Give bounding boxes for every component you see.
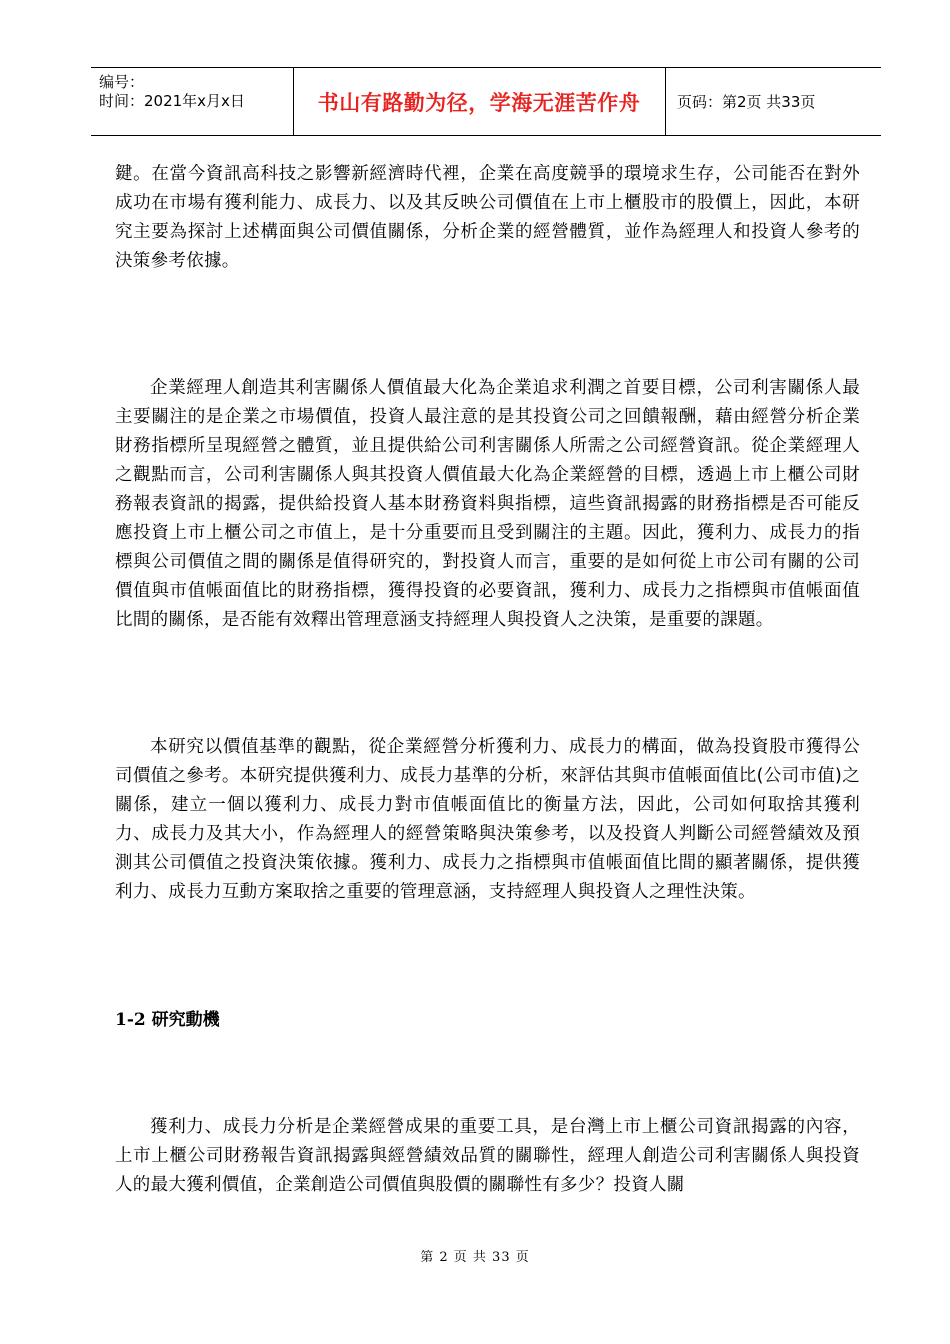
header-page-label: 页码：第2页 共33页 — [677, 93, 816, 111]
section-heading: 1-2 研究動機 — [115, 1010, 220, 1030]
header-divider-right — [665, 68, 666, 135]
number-label: 编号： — [99, 73, 145, 91]
page-footer: 第 2 页 共 33 页 — [420, 1250, 530, 1265]
paragraph-3: 本研究以價值基準的觀點，從企業經營分析獲利力、成長力的構面，做為投資股市獲得公司價值之參考。本研究提供獲利力、成長力基準的分析，來評估其與市值帳面值比(公司市值)之關係，建立一個以獲利力、成長力對市值帳面值比的衡量方法，因此，公司如何取捨其獲利力、成長力及其大小，作為經理人的經營策略與決策參考，以及投資人判斷公司經營績效及預測其公司價值之投資決策依據。獲利力、成長力之指標與市值帳面值比間的顯著關係，提供獲利力、成長力互動方案取捨之重要的管理意涵，支持經理人與投資人之理性決策。 — [115, 737, 860, 902]
header-info — [91, 68, 293, 135]
paragraph-2: 企業經理人創造其利害關係人價值最大化為企業追求利潤之首要目標，公司利害關係人最主要關注的是企業之市場價值，投資人最注意的是其投資公司之回饋報酬，藉由經營分析企業財務指標所呈現經營之體質，並且提供給公司利害關係人所需之公司經營資訊。從企業經理人之觀點而言，公司利害關係人與其投資人價值最大化為企業經營的目標，透過上市上櫃公司財務報表資訊的揭露，提供給投資人基本財務資料與指標，這些資訊揭露的財務指標是否可能反應投資上市上櫃公司之市值上，是十分重要而且受到關注的主題。因此，獲利力、成長力的指標與公司價值之間的關係是值得研究的，對投資人而言，重要的是如何從上市公司有關的公司價值與市值帳面值比的財務指標，獲得投資的必要資訊，獲利力、成長力之指標與市值帳面值比間的關係，是否能有效釋出管理意涵支持經理人與投資人之決策，是重要的課題。 — [115, 378, 860, 630]
paragraph-1: 鍵。在當今資訊高科技之影響新經濟時代裡，企業在高度競爭的環境求生存，公司能否在對外成功在市場有獲利能力、成長力、以及其反映公司價值在上市上櫃股市的股價上，因此，本研究主要為探討上述構面與公司價值關係，分析企業的經營體質，並作為經理人和投資人參考的決策參考依據。 — [115, 164, 860, 271]
page-header — [91, 67, 881, 136]
header-motto: 书山有路勤为径，学海无涯苦作舟 — [317, 90, 641, 115]
document-body — [115, 160, 860, 1200]
paragraph-4: 獲利力、成長力分析是企業經營成果的重要工具，是台灣上市上櫃公司資訊揭露的內容，上市上櫃公司財務報告資訊揭露與經營績效品質的關聯性，經理人創造公司利害關係人與投資人的最大獲利價值，企業創造公司價值與股價的關聯性有多少？投資人關 — [115, 1117, 860, 1195]
time-label: 时间：2021年x月x日 — [99, 92, 245, 110]
